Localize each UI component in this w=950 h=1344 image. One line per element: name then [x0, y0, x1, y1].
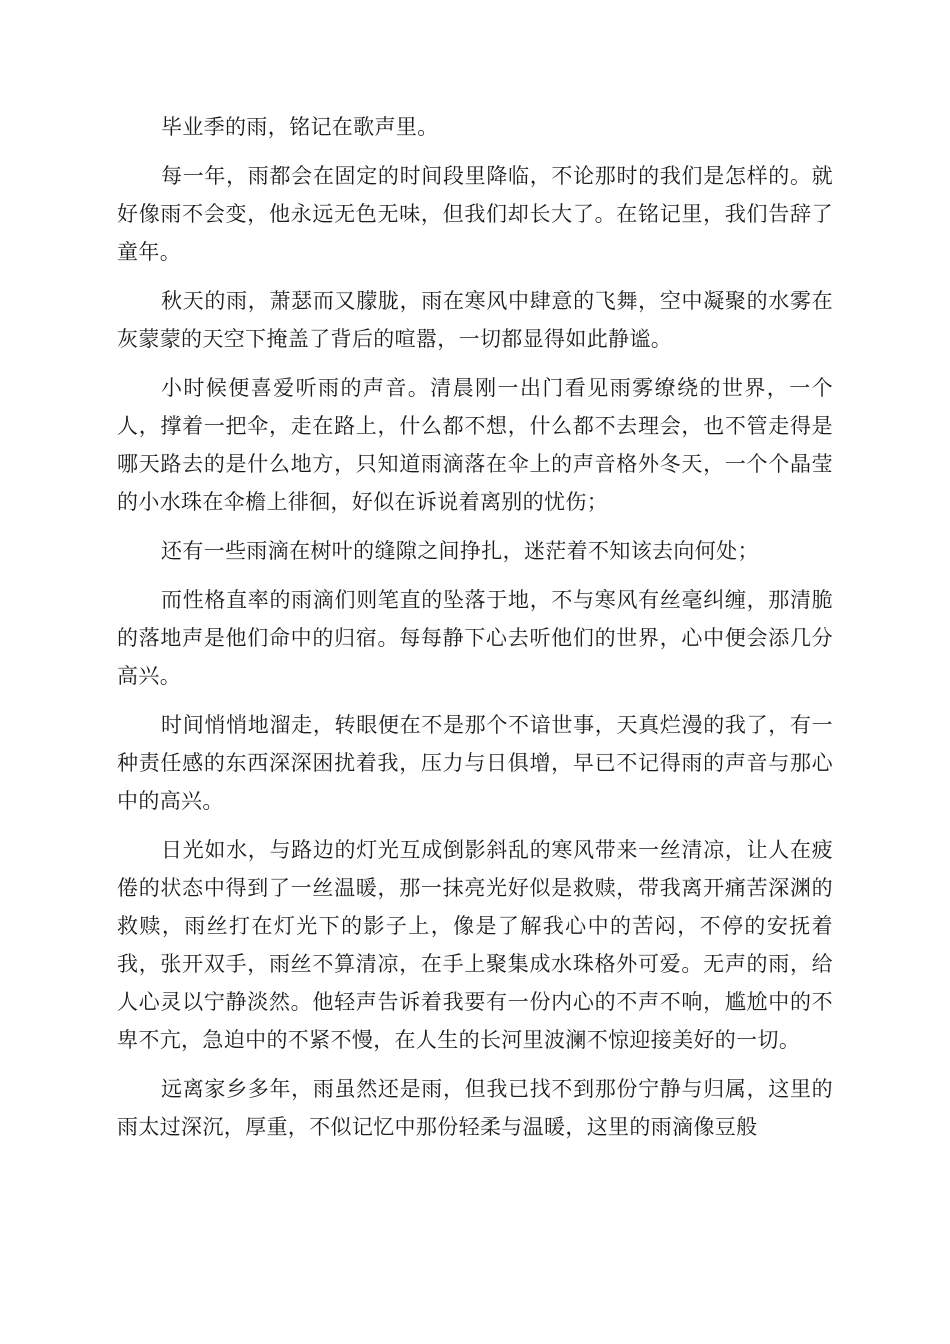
document-body	[117, 108, 833, 1157]
paragraph-9: 远离家乡多年，雨虽然还是雨，但我已找不到那份宁静与归属，这里的雨太过深沉，厚重，不似记忆中那份轻柔与温暖，这里的雨滴像豆般	[117, 1077, 833, 1139]
paragraph-3: 秋天的雨，萧瑟而又朦胧，雨在寒风中肆意的飞舞，空中凝聚的水雾在灰蒙蒙的天空下掩盖了背后的喧嚣，一切都显得如此静谧。	[117, 289, 833, 351]
paragraph-7: 时间悄悄地溜走，转眼便在不是那个不谙世事，天真烂漫的我了，有一种责任感的东西深深困扰着我，压力与日俱增，早已不记得雨的声音与那心中的高兴。	[117, 713, 833, 813]
paragraph-4: 小时候便喜爱听雨的声音。清晨刚一出门看见雨雾缭绕的世界，一个人，撑着一把伞，走在路上，什么都不想，什么都不去理会，也不管走得是哪天路去的是什么地方，只知道雨滴落在伞上的声音格外冬天，一个个晶莹的小水珠在伞檐上徘徊，好似在诉说着离别的忧伤；	[117, 376, 833, 514]
paragraph-8: 日光如水，与路边的灯光互成倒影斜乱的寒风带来一丝清凉，让人在疲倦的状态中得到了一丝温暖，那一抹亮光好似是救赎，带我离开痛苦深渊的救赎，雨丝打在灯光下的影子上，像是了解我心中的苦闷，不停的安抚着我，张开双手，雨丝不算清凉，在手上聚集成水珠格外可爱。无声的雨，给人心灵以宁静淡然。他轻声告诉着我要有一份内心的不声不响，尴尬中的不卑不亢，急迫中的不紧不慢，在人生的长河里波澜不惊迎接美好的一切。	[117, 838, 833, 1052]
paragraph-5: 还有一些雨滴在树叶的缝隙之间挣扎，迷茫着不知该去向何处；	[161, 539, 759, 563]
paragraph-6: 而性格直率的雨滴们则笔直的坠落于地，不与寒风有丝毫纠缠，那清脆的落地声是他们命中的归宿。每每静下心去听他们的世界，心中便会添几分高兴。	[117, 588, 833, 688]
paragraph-2: 每一年，雨都会在固定的时间段里降临，不论那时的我们是怎样的。就好像雨不会变，他永远无色无味，但我们却长大了。在铭记里，我们告辞了童年。	[117, 164, 833, 264]
paragraph-1: 毕业季的雨，铭记在歌声里。	[161, 115, 439, 139]
